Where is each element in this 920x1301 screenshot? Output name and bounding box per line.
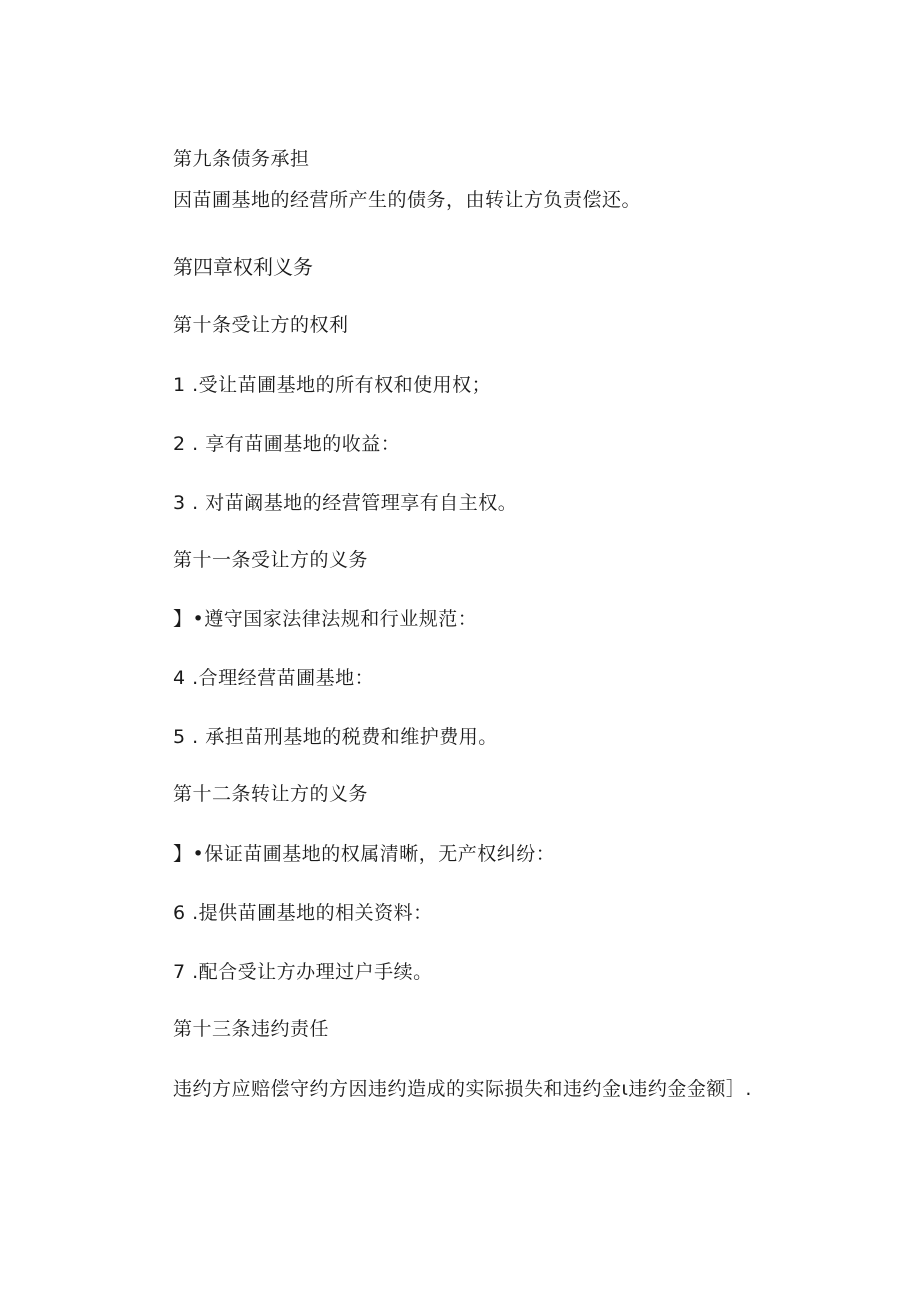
article-10-item-2: 2 . 享有苗圃基地的收益： xyxy=(173,433,401,455)
article-10-item-3: 3 . 对苗阚基地的经营管理享有自主权。 xyxy=(173,492,518,514)
article-11-item-3: 5 . 承担苗刑基地的税费和维护费用。 xyxy=(173,726,498,748)
article-10-title: 第十条受让方的权利 xyxy=(173,314,349,336)
chapter-4-title: 第四章权利义务 xyxy=(173,255,313,279)
article-11-item-1: 】•遵守国家法律法规和行业规范： xyxy=(173,608,478,630)
article-12-item-3: 7 .配合受让方办理过户手续。 xyxy=(173,961,433,983)
article-9-body: 因苗圃基地的经营所产生的债务，由转让方负责偿还。 xyxy=(173,189,642,211)
article-12-item-2: 6 .提供苗圃基地的相关资料： xyxy=(173,902,433,924)
article-13-title: 第十三条违约责任 xyxy=(173,1018,330,1040)
article-12-title: 第十二条转让方的义务 xyxy=(173,783,369,805)
article-12-item-1: 】•保证苗圃基地的权属清晰，无产权纠纷： xyxy=(173,843,556,865)
article-11-item-2: 4 .合理经营苗圃基地： xyxy=(173,667,375,689)
article-10-item-1: 1 .受让苗圃基地的所有权和使用权； xyxy=(173,374,492,396)
article-13-body: 违约方应赔偿守约方因违约造成的实际损失和违约金ι违约金金额］. xyxy=(173,1078,752,1100)
article-9-title: 第九条债务承担 xyxy=(173,148,310,170)
article-11-title: 第十一条受让方的义务 xyxy=(173,549,369,571)
